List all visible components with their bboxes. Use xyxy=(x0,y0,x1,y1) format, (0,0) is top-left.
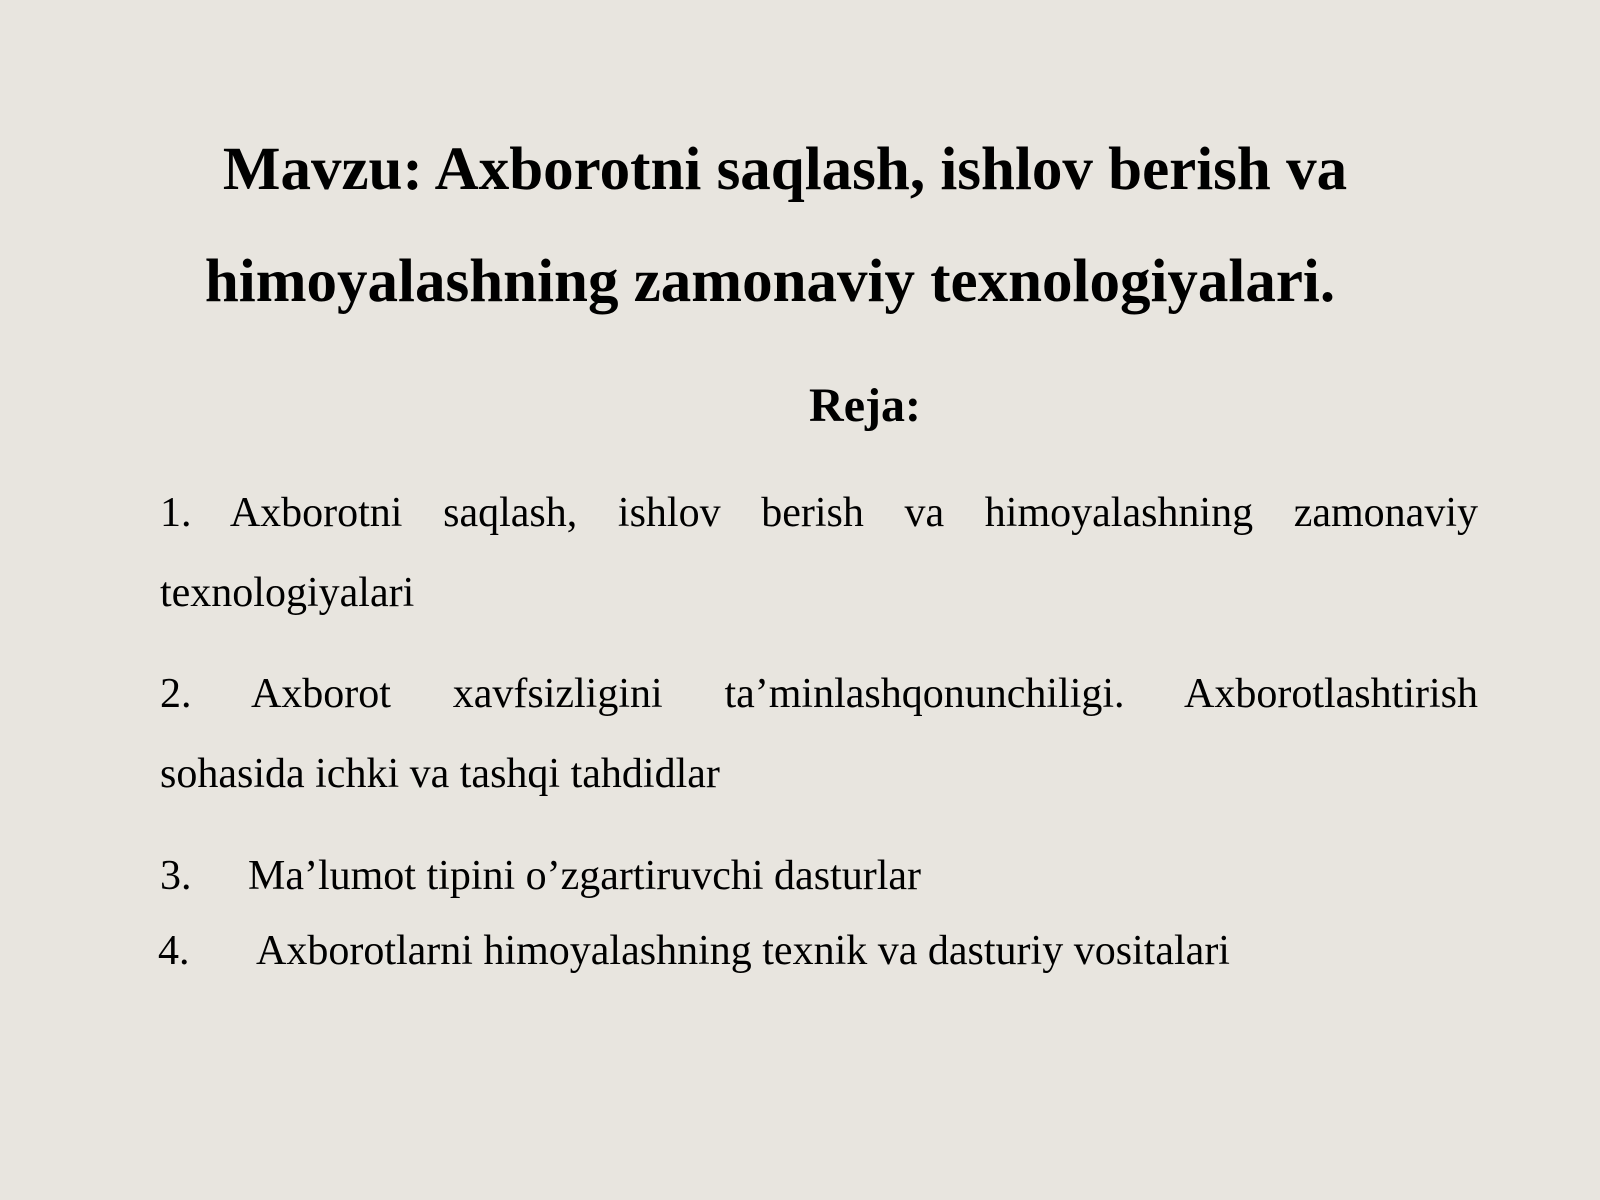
plan-heading: Reja: xyxy=(809,379,921,432)
plan-item-2-line-1: 2. Axborot xavfsizligini ta’minlashqonunchiligi. Axborotlashtirish xyxy=(160,671,1478,717)
plan-item-1-line-2: texnologiyalari xyxy=(160,570,415,616)
plan-item-3-text: Ma’lumot tipini o’zgartiruvchi dasturlar xyxy=(248,853,921,899)
slide-title-line-2: himoyalashning zamonaviy texnologiyalari. xyxy=(204,248,1336,315)
plan-item-4 xyxy=(158,911,1230,991)
plan-item-4-text: Axborotlarni himoyalashning texnik va dasturiy vositalari xyxy=(256,928,1230,974)
plan-item-1-line-1: 1. Axborotni saqlash, ishlov berish va himoyalashning zamonaviy xyxy=(160,490,1478,536)
plan-item-3-number: 3. xyxy=(160,853,192,899)
plan-item-4-number: 4. xyxy=(158,928,190,974)
plan-item-1 xyxy=(160,473,1478,633)
plan-item-2 xyxy=(160,654,1478,814)
plan-item-3 xyxy=(160,836,921,916)
plan-item-2-line-2: sohasida ichki va tashqi tahdidlar xyxy=(160,751,720,797)
slide-title-line-1: Mavzu: Axborotni saqlash, ishlov berish va xyxy=(222,136,1348,203)
